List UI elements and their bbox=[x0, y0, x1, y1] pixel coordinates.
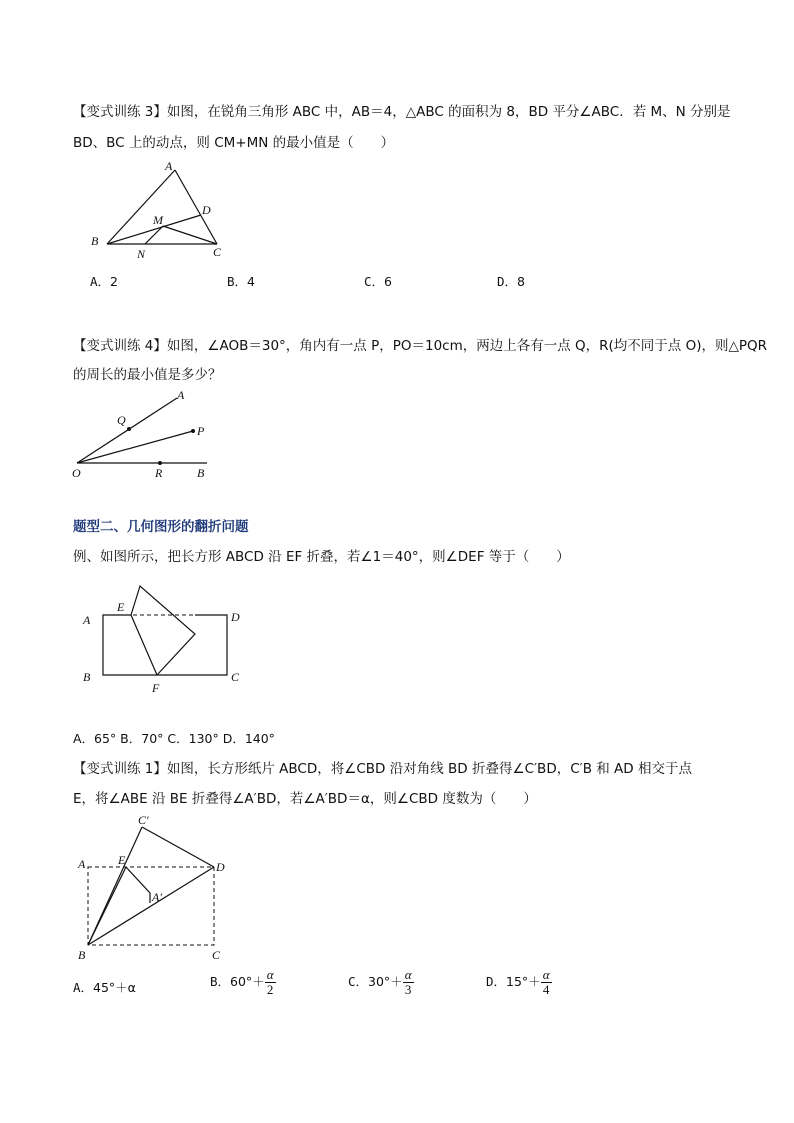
label-f: F bbox=[152, 681, 160, 695]
exercise-4-line-1: 【变式训练 4】如图，∠AOB＝30°，角内有一点 P，PO＝10cm，两边上各有一点 Q，R(均不同于点 O)，则△PQR bbox=[73, 338, 768, 354]
exercise-1-line-2: E，将∠ABE 沿 BE 折叠得∠A′BD，若∠A′BD＝α，则∠CBD 度数为（ ） bbox=[73, 791, 537, 807]
label-d: D bbox=[202, 203, 211, 217]
label-a: A bbox=[177, 388, 185, 402]
ex3-option-b: B．4 bbox=[227, 274, 255, 289]
label-o: O bbox=[72, 466, 81, 480]
section-heading: 题型二、几何图形的翻折问题 bbox=[73, 519, 249, 535]
label-a: A bbox=[83, 613, 91, 627]
label-r: R bbox=[155, 466, 163, 480]
exercise-4-line-2: 的周长的最小值是多少？ bbox=[73, 367, 222, 383]
label-c-prime: C' bbox=[138, 815, 149, 827]
label-c: C bbox=[213, 245, 222, 259]
exercise-3-line-1: 【变式训练 3】如图，在锐角三角形 ABC 中，AB＝4，△ABC 的面积为 8，BD 平分∠ABC．若 M、N 分别是 bbox=[73, 104, 731, 120]
label-c: C bbox=[212, 948, 221, 962]
triangle-figure bbox=[85, 160, 235, 260]
example-options: A．65° B．70° C．130° D．140° bbox=[73, 731, 275, 746]
label-d: D bbox=[216, 860, 225, 874]
label-b: B bbox=[91, 234, 99, 248]
exercise-3-line-2: BD、BC 上的动点，则 CM+MN 的最小值是（ ） bbox=[73, 135, 395, 151]
label-p: P bbox=[197, 424, 205, 438]
ex1-option-b: B．60°＋ $\frac{\alpha}{2}$ bbox=[210, 967, 274, 997]
ex1-option-c: C．30°＋ $\frac{\alpha}{3}$ bbox=[348, 967, 412, 997]
label-a: A bbox=[165, 160, 173, 173]
label-c: C bbox=[231, 670, 240, 684]
ex3-option-c: C．6 bbox=[364, 274, 392, 289]
ex3-option-d: D．8 bbox=[497, 274, 525, 289]
label-e: E bbox=[117, 600, 125, 614]
exercise-1-line-1: 【变式训练 1】如图，长方形纸片 ABCD，将∠CBD 沿对角线 BD 折叠得∠C′BD，C′B 和 AD 相交于点 bbox=[73, 761, 692, 777]
label-e: E bbox=[118, 853, 126, 867]
angle-figure bbox=[65, 385, 225, 480]
ex3-option-a: A．2 bbox=[90, 274, 118, 289]
label-m: M bbox=[153, 213, 163, 227]
label-b: B bbox=[83, 670, 91, 684]
label-q: Q bbox=[117, 413, 126, 427]
ex1-option-a: A．45°＋α bbox=[73, 980, 136, 995]
fold-paper-figure bbox=[70, 815, 240, 965]
label-a: A bbox=[78, 857, 86, 871]
label-d: D bbox=[231, 610, 240, 624]
example-question: 例、如图所示，把长方形 ABCD 沿 EF 折叠，若∠1＝40°，则∠DEF 等于（ ） bbox=[73, 549, 570, 565]
fold-rectangle-figure bbox=[75, 580, 255, 700]
label-b: B bbox=[197, 466, 205, 480]
ex1-option-d: D．15°＋ $\frac{\alpha}{4}$ bbox=[486, 967, 550, 997]
label-a-prime: A' bbox=[152, 890, 162, 904]
label-b: B bbox=[78, 948, 86, 962]
label-n: N bbox=[137, 247, 146, 260]
